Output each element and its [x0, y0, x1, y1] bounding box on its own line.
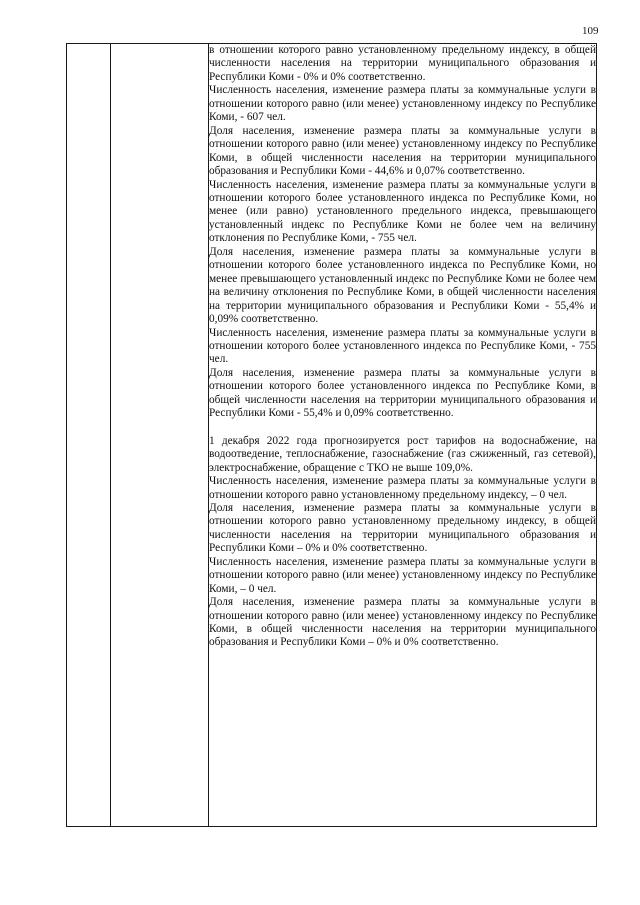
paragraph: Доля населения, изменение размера платы за коммунальные услуги в отношении которого равно (или менее) установленному индексу по Республике Коми, в общей численности населения на территории муниципального образования и Республики Коми – 0% и 0% соответственно. [209, 596, 596, 649]
paragraph: Доля населения, изменение размера платы за коммунальные услуги в отношении которого равно установленному предельному индексу, в общей численности населения на территории муниципального образования и Республики Коми – 0% и 0% соответственно. [209, 501, 596, 555]
paragraph: Доля населения, изменение размера платы за коммунальные услуги в отношении которого более установленного индекса по Республике Коми, в общей численности населения на территории муниципального образования и Республики Коми - 55,4% и 0,09% соответственно. [209, 366, 596, 420]
paragraph: Численность населения, изменение размера платы за коммунальные услуги в отношении которого равно (или менее) установленному индексу по Республике Коми, – 0 чел. [209, 555, 596, 595]
paragraph: в отношении которого равно установленному предельному индексу, в общей численности населения на территории муниципального образования и Республики Коми - 0% и 0% соответственно. [209, 44, 596, 83]
paragraph: Численность населения, изменение размера платы за коммунальные услуги в отношении которого более установленного индекса по Республике Коми, - 755 чел. [209, 326, 596, 366]
paragraph: Численность населения, изменение размера платы за коммунальные услуги в отношении которого равно (или менее) установленному индексу по Республике Коми, - 607 чел. [209, 84, 596, 124]
table-cell-empty-1 [67, 44, 111, 827]
table-cell-text [209, 44, 597, 827]
paragraph: Численность населения, изменение размера платы за коммунальные услуги в отношении которого более установленного индекса по Республике Коми, но менее (или равно) установленного предельного индекса, превышающего установленный индекс по Республике Коми не более чем на величину отклонения по Республике Коми, - 755 чел. [209, 178, 596, 245]
document-table [66, 43, 597, 827]
table-row [67, 44, 597, 827]
paragraph: Численность населения, изменение размера платы за коммунальные услуги в отношении которого равно установленному предельному индексу, – 0 чел. [209, 475, 596, 501]
paragraph: Доля населения, изменение размера платы за коммунальные услуги в отношении которого равно (или менее) установленному индексу по Республике Коми, в общей численности населения на территории муниципального образования и Республики Коми - 44,6% и 0,07% соответственно. [209, 124, 596, 178]
paragraph: Доля населения, изменение размера платы за коммунальные услуги в отношении которого более установленного индекса по Республике Коми, но менее превышающего установленный индекс по Республике Коми не более чем на величину отклонения по Республике Коми, в общей численности населения на территории муниципального образования и Республики Коми - 55,4% и 0,09% соответственно. [209, 245, 596, 326]
page-number: 109 [582, 25, 599, 37]
paragraph: 1 декабря 2022 года прогнозируется рост тарифов на водоснабжение, на водоотведение, теплоснабжение, газоснабжение (газ сжиженный, газ сетевой), электроснабжение, обращение с ТКО не выше 109,0%. [209, 434, 596, 474]
table-cell-empty-2 [111, 44, 209, 827]
